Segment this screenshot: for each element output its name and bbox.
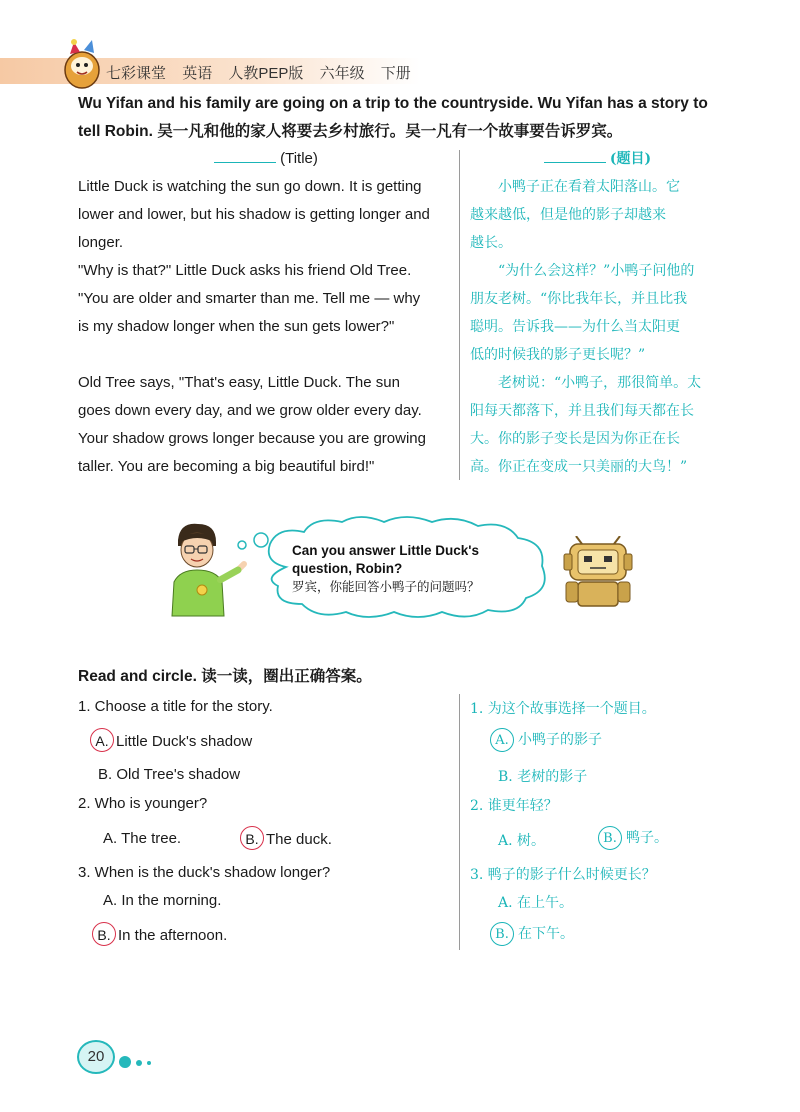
en-line: Your shadow grows longer because you are growing (78, 430, 426, 447)
cn-q1-option-a (490, 728, 602, 752)
cn-q3-option-b-text: 在下午。 (518, 926, 574, 942)
page-dot-medium (136, 1060, 142, 1066)
story-cn-paragraph-3 (470, 369, 728, 481)
cn-question-3: 3. 鸭子的影子什么时候更长？ (470, 867, 656, 883)
mascot-logo-icon (56, 36, 108, 92)
en-line: "Why is that?" Little Duck asks his friend Old Tree. (78, 262, 412, 279)
en-line: is my shadow longer when the sun gets lower?" (78, 318, 395, 335)
story-en-paragraph-1 (78, 173, 456, 257)
speech-cn: 罗宾，你能回答小鸭子的问题吗？ (292, 579, 480, 594)
exercise-title (78, 664, 372, 686)
intro-line-1: Wu Yifan and his family are going on a trip to the countryside. Wu Yifan has a story to (78, 95, 708, 112)
q3-option-b (92, 922, 227, 946)
en-line: Old Tree says, "That's easy, Little Duck. The sun (78, 374, 400, 391)
header-volume: 下册 (380, 65, 411, 82)
story-english (78, 173, 456, 481)
q2-option-a: A. The tree. (103, 830, 182, 847)
story-title-en-text: (Title) (280, 150, 318, 167)
title-blank-cn (544, 162, 606, 163)
cn-q2-option-b (598, 826, 668, 850)
cn-line: 大。你的影子变长是因为你正在长 (470, 431, 680, 447)
story-en-paragraph-3 (78, 369, 456, 481)
cn-q1-option-b: B. 老树的影子 (498, 769, 588, 785)
en-line: lower and lower, but his shadow is getting longer and (78, 206, 430, 223)
question-2: 2. Who is younger? (78, 795, 208, 812)
page-dot-small (147, 1061, 151, 1065)
intro-line-2-cn: 吴一凡和他的家人将要去乡村旅行。吴一凡有一个故事要告诉罗宾。 (157, 123, 623, 140)
en-line: longer. (78, 234, 124, 251)
header-grade: 六年级 (319, 65, 365, 82)
q3-option-b-text: In the afternoon. (118, 927, 228, 944)
q2-option-b-text: The duck. (266, 831, 332, 848)
intro-line-2-en: tell Robin. (78, 123, 153, 140)
answer-circle: B. (92, 922, 116, 946)
story-title-cn-text: (题目) (609, 151, 652, 167)
exercise-title-en: Read and circle. (78, 668, 197, 685)
page-number: 20 (77, 1040, 115, 1074)
story-column-divider (459, 150, 460, 480)
q1-option-a-text: Little Duck's shadow (116, 733, 253, 750)
cn-line: 聪明。告诉我——为什么当太阳更 (470, 319, 680, 335)
cn-q1-option-a-text: 小鸭子的影子 (518, 732, 602, 748)
cn-line: 越长。 (470, 235, 512, 251)
en-line: Little Duck is watching the sun go down. It is getting (78, 178, 422, 195)
cn-line: 阳每天都落下，并且我们每天都在长 (470, 403, 694, 419)
exercise-title-cn: 读一读，圈出正确答案。 (201, 668, 372, 685)
story-en-paragraph-2 (78, 257, 456, 341)
q1-option-b: B. Old Tree's shadow (98, 766, 241, 783)
question-3: 3. When is the duck's shadow longer? (78, 864, 331, 881)
speech-en-line-1: Can you answer Little Duck's (292, 543, 480, 558)
header-brand: 七彩课堂 (106, 65, 167, 82)
intro-line-2 (78, 118, 738, 146)
cn-line: 高。你正在变成一只美丽的大鸟！” (470, 459, 688, 475)
question-1: 1. Choose a title for the story. (78, 698, 273, 715)
story-cn-paragraph-2 (470, 257, 728, 369)
cn-line: 小鸭子正在看着太阳落山。它 (498, 179, 680, 195)
q2-option-b (240, 826, 332, 850)
title-blank (214, 162, 276, 163)
story-title-cn (470, 145, 725, 173)
speech-en-line-2: question, Robin? (292, 561, 403, 576)
header-text (106, 62, 411, 83)
cn-line: 老树说：“小鸭子，那很简单。太 (498, 375, 702, 391)
cn-q2-option-b-text: 鸭子。 (626, 830, 668, 846)
cn-question-2: 2. 谁更年轻？ (470, 798, 558, 814)
answer-circle: A. (90, 728, 114, 752)
cn-line: 朋友老树。“你比我年长，并且比我 (470, 291, 688, 307)
en-line: taller. You are becoming a big beautiful bird!" (78, 458, 375, 475)
cn-question-1: 1. 为这个故事选择一个题目。 (470, 701, 656, 717)
robot-robin-illustration-icon (560, 536, 636, 610)
answer-circle: B. (240, 826, 264, 850)
cn-line: “为什么会这样？”小鸭子问他的 (498, 263, 695, 279)
exercise-column-divider (459, 694, 460, 950)
story-chinese (470, 173, 728, 481)
answer-circle-cn: B. (598, 826, 622, 850)
cn-q2-option-a: A. 树。 (498, 833, 546, 849)
cn-line: 低的时候我的影子更长呢？” (470, 347, 646, 363)
story-cn-paragraph-1 (470, 173, 728, 257)
header-edition: 人教PEP版 (228, 65, 304, 82)
header-subject: 英语 (182, 65, 213, 82)
en-line: "You are older and smarter than me. Tell me — why (78, 290, 421, 307)
cn-q3-option-a: A. 在上午。 (498, 895, 574, 911)
answer-circle-cn: B. (490, 922, 514, 946)
q1-option-a (90, 728, 252, 752)
cn-q3-option-b (490, 922, 574, 946)
story-title-en (78, 145, 454, 173)
answer-circle-cn: A. (490, 728, 514, 752)
speech-text (292, 542, 522, 596)
page-dot-large (119, 1056, 131, 1068)
q3-option-a: A. In the morning. (103, 892, 222, 909)
cn-line: 越来越低，但是他的影子却越来 (470, 207, 666, 223)
en-line: goes down every day, and we grow older every day. (78, 402, 422, 419)
